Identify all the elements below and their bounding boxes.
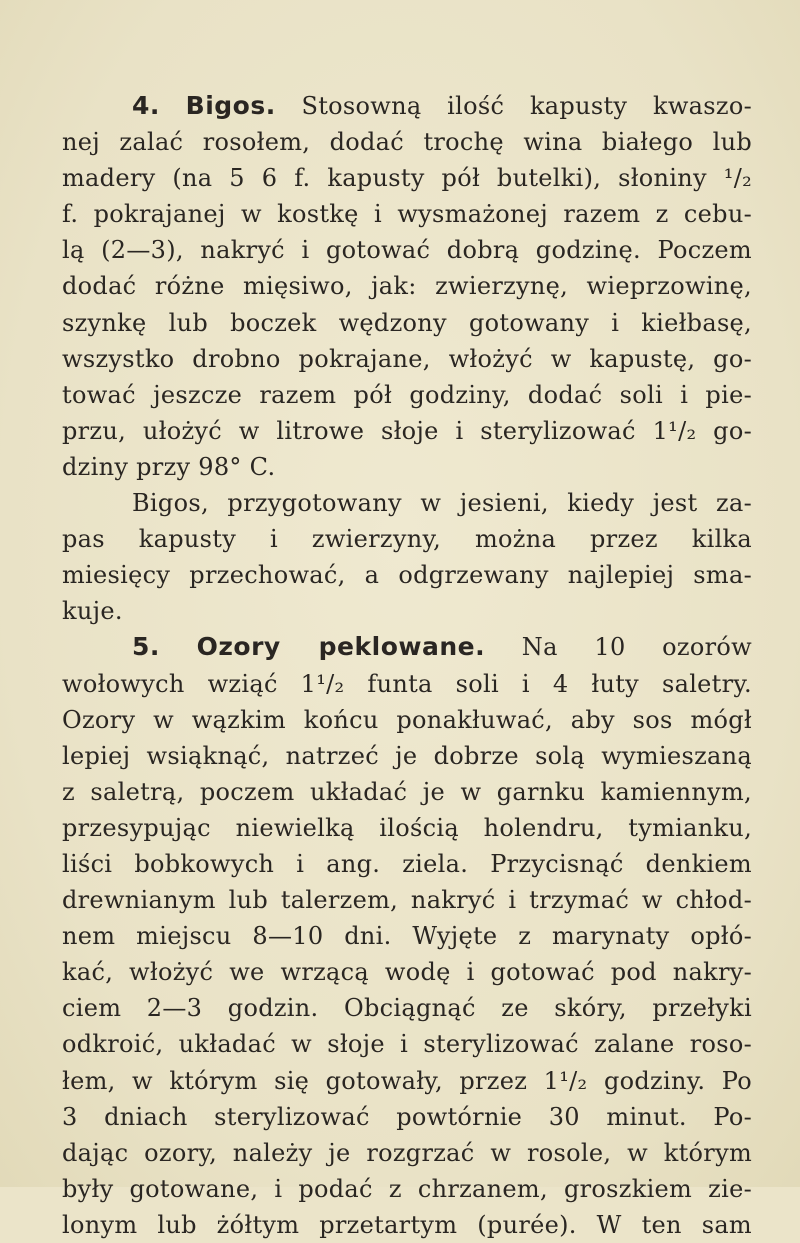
- text-line: f. pokrajanej w kostkę i wysmażonej razem z cebu-: [62, 200, 752, 229]
- text-line: przesypując niewielką ilością holendru, tymianku,: [62, 813, 752, 842]
- text-line: Bigos, przygotowany w jesieni, kiedy jest za-: [132, 489, 752, 518]
- text-line: Stosowną ilość kapusty kwaszo-: [301, 92, 752, 120]
- recipe-number: 5.: [132, 632, 160, 662]
- text-line: wołowych wziąć 1¹/₂ funta soli i 4 łuty saletry.: [62, 669, 752, 698]
- text-line: drewnianym lub talerzem, nakryć i trzymać w chłod-: [62, 886, 752, 915]
- text-line: lą (2—3), nakryć i gotować dobrą godzinę. Poczem: [62, 236, 752, 265]
- text-line: miesięcy przechować, a odgrzewany najlepiej sma-: [62, 561, 752, 590]
- text-line: dodać różne mięsiwo, jak: zwierzynę, wieprzowinę,: [62, 272, 752, 301]
- text-line: madery (na 5 6 f. kapusty pół butelki), słoniny ¹/₂: [62, 164, 752, 193]
- recipe-bigos-first-line: [62, 88, 752, 124]
- text-line: dziny przy 98° C.: [62, 452, 276, 481]
- page-text: [62, 88, 752, 1243]
- recipe-title: Bigos.: [185, 91, 276, 120]
- text-line: lepiej wsiąknąć, natrzeć je dobrze solą wymieszaną: [62, 741, 752, 770]
- text-line: szynkę lub boczek wędzony gotowany i kiełbasę,: [62, 308, 752, 337]
- text-line: Na 10 ozorów: [521, 633, 752, 662]
- text-line: Ozory w wązkim końcu ponakłuwać, aby sos mógł: [62, 705, 752, 734]
- text-line: były gotowane, i podać z chrzanem, groszkiem zie-: [62, 1174, 752, 1203]
- recipe-number: 4.: [132, 91, 160, 120]
- text-line: odkroić, układać w słoje i sterylizować zalane roso-: [62, 1030, 752, 1059]
- text-line: tować jeszcze razem pół godziny, dodać soli i pie-: [62, 380, 752, 409]
- text-line: łem, w którym się gotowały, przez 1¹/₂ godziny. Po: [62, 1066, 752, 1095]
- text-line: ciem 2—3 godzin. Obciągnąć ze skóry, przełyki: [62, 994, 752, 1023]
- text-line: pas kapusty i zwierzyny, można przez kilka: [62, 525, 752, 554]
- text-line: kać, włożyć we wrzącą wodę i gotować pod nakry-: [62, 958, 752, 987]
- text-line: lonym lub żółtym przetartym (purée). W ten sam: [62, 1210, 752, 1239]
- recipe-ozory-first-line: [62, 629, 752, 665]
- text-line: 3 dniach sterylizować powtórnie 30 minut. Po-: [62, 1102, 752, 1131]
- text-line: nej zalać rosołem, dodać trochę wina białego lub: [62, 128, 752, 157]
- text-line: nem miejscu 8—10 dni. Wyjęte z marynaty opłó-: [62, 922, 752, 951]
- recipe-title: Ozory peklowane.: [196, 632, 486, 662]
- text-line: przu, ułożyć w litrowe słoje i sterylizować 1¹/₂ go-: [62, 416, 752, 445]
- text-line: dając ozory, należy je rozgrzać w rosole, w którym: [62, 1138, 752, 1167]
- text-line: z saletrą, poczem układać je w garnku kamiennym,: [62, 777, 752, 806]
- text-line: wszystko drobno pokrajane, włożyć w kapustę, go-: [62, 344, 752, 373]
- text-line: liści bobkowych i ang. ziela. Przycisnąć denkiem: [62, 849, 752, 878]
- text-line: kuje.: [62, 597, 123, 626]
